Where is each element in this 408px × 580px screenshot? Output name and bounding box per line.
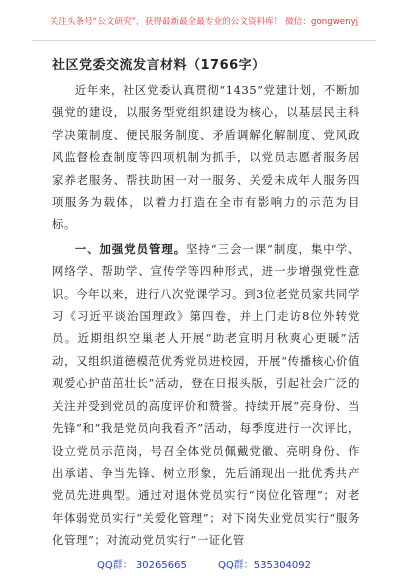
header-notice: 关注头条号“公文研究”，获得最新最全最专业的公文资料库！ 微信：gongwenyj: [49, 17, 359, 27]
section-1-heading: 一、加强党员管理。: [74, 241, 187, 256]
header-banner: [0, 0, 408, 42]
intro-paragraph: 近年来，社区党委认真贯彻“1435”党建计划，不断加强党的建设，以服务型党组织建设为核心，以基层民主科学决策制度、便民服务制度、矛盾调解化解制度、党风政风监督检查制度等四项机制为抓手，以党员志愿者服务居家养老服务、帮扶助困一对一服务、关爱未成年人服务四项服务为载体，以着力打造在全市有影响力的示范为目标。: [52, 83, 360, 232]
document-body: [52, 54, 360, 552]
footer: [0, 556, 408, 571]
footer-qq-group-2: QQ群：535304092: [218, 560, 312, 571]
document-title: 社区党委交流发言材料（1766字）: [52, 58, 266, 73]
section-1-body: 坚持“三会一课”制度，集中学、网络学、帮助学、宣传学等四种形式，进一步增强党性意识。今年以来，进行八次党课学习。到3位老党员家共同学习《习近平谈治国理政》第四卷，并上门走访8位外转党员。近期组织空巢老人开展“助老宣明月秋爽心更暖”活动，又组织道德模范优秀党员进校园，开展“传播核心价值观爱心护苗茁壮长”活动，登在日报头版，引起社会广泛的关注并受到党员的高度评价和赞誉。持续开展“亮身份、当先锋”和“我是党员向我看齐”活动，每季度进行一次评比，设立党员示范岗，号召全体党员佩戴党徽、亮明身份、作出承诺、争当先锋、树立形象，先后涌现出一批优秀共产党员先进典型。通过对退休党员实行“岗位化管理”；对老年体弱党员实行“关爱化管理”；对下岗失业党员实行“服务化管理”；对流动党员实行“一证化管: [52, 241, 360, 548]
footer-qq-group-1: QQ群： 30265665: [96, 560, 187, 571]
section-1-paragraph: [52, 238, 360, 552]
header-divider: [32, 40, 376, 41]
